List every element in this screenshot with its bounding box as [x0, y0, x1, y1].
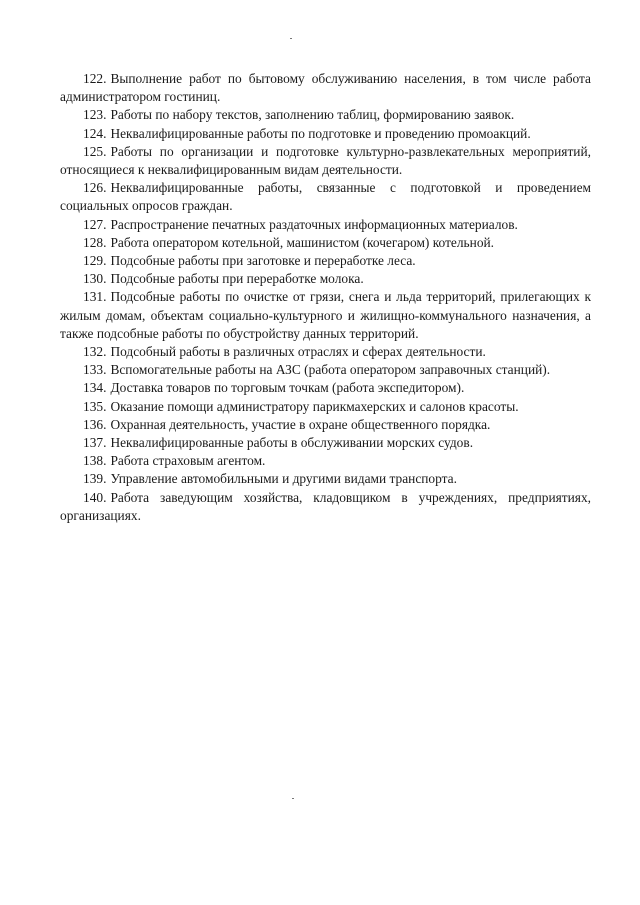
list-item	[60, 379, 591, 397]
item-text: Неквалифицированные работы, связанные с подготовкой и проведением социальных опросов граждан.	[60, 180, 591, 214]
list-item	[60, 106, 591, 124]
item-text: Подсобные работы при переработке молока.	[110, 271, 364, 287]
item-text: Подсобный работы в различных отраслях и сферах деятельности.	[110, 344, 486, 360]
item-number: 139.	[83, 471, 107, 487]
item-text: Неквалифицированные работы по подготовке и проведению промоакций.	[110, 125, 531, 141]
scan-mark-bottom	[292, 798, 294, 799]
item-text: Охранная деятельность, участие в охране общественного порядка.	[110, 416, 491, 432]
item-number: 133.	[83, 362, 107, 378]
item-number: 128.	[83, 234, 107, 250]
item-text: Неквалифицированные работы в обслуживании морских судов.	[110, 435, 474, 451]
list-item	[60, 343, 591, 361]
item-number: 135.	[83, 398, 107, 414]
list-item	[60, 398, 591, 416]
item-number: 125.	[83, 143, 107, 159]
scan-mark-top	[290, 38, 292, 39]
item-number: 129.	[83, 253, 107, 269]
item-number: 127.	[83, 216, 107, 232]
list-item	[60, 125, 591, 143]
item-number: 137.	[83, 435, 107, 451]
item-number: 138.	[83, 453, 107, 469]
list-item	[60, 216, 591, 234]
list-item	[60, 416, 591, 434]
item-text: Доставка товаров по торговым точкам (работа экспедитором).	[110, 380, 465, 396]
list-item	[60, 252, 591, 270]
list-item	[60, 270, 591, 288]
item-text: Работы по организации и подготовке культурно-развлекательных мероприятий, относящиеся к неквалифицированным видам деятельности.	[60, 143, 591, 178]
item-number: 140.	[83, 489, 107, 505]
item-text: Работа страховым агентом.	[110, 453, 266, 469]
item-text: Управление автомобильными и другими видами транспорта.	[110, 471, 457, 487]
list-item	[60, 70, 591, 106]
item-text: Распространение печатных раздаточных информационных материалов.	[110, 216, 518, 232]
item-number: 122.	[83, 71, 107, 86]
item-text: Подсобные работы по очистке от грязи, снега и льда территорий, прилегающих к жилым домам, объектам социально-культурного и жилищно-коммунального назначения, а также подсобные работы по обустройству данных территорий.	[60, 289, 591, 341]
item-text: Оказание помощи администратору парикмахерских и салонов красоты.	[110, 398, 519, 414]
list-item	[60, 179, 591, 215]
item-number: 136.	[83, 416, 107, 432]
list-item	[60, 452, 591, 470]
list-item	[60, 470, 591, 488]
list-item	[60, 288, 591, 343]
item-number: 134.	[83, 380, 107, 396]
item-number: 132.	[83, 344, 107, 360]
item-text: Выполнение работ по бытовому обслуживанию населения, в том числе работа администратором гостиниц.	[60, 71, 591, 105]
item-text: Работа оператором котельной, машинистом (кочегаром) котельной.	[110, 234, 495, 250]
item-text: Работа заведующим хозяйства, кладовщиком в учреждениях, предприятиях, организациях.	[60, 489, 591, 523]
list-item	[60, 234, 591, 252]
item-text: Вспомогательные работы на АЗС (работа оператором заправочных станций).	[110, 362, 551, 378]
document-body	[60, 70, 591, 525]
item-number: 123.	[83, 107, 107, 123]
item-text: Работы по набору текстов, заполнению таблиц, формированию заявок.	[110, 107, 515, 123]
item-number: 131.	[83, 289, 107, 305]
list-item	[60, 361, 591, 379]
item-text: Подсобные работы при заготовке и переработке леса.	[110, 253, 416, 269]
item-number: 130.	[83, 271, 107, 287]
list-item	[60, 489, 591, 525]
item-number: 124.	[83, 125, 107, 141]
item-number: 126.	[83, 180, 107, 196]
list-item	[60, 143, 591, 179]
list-item	[60, 434, 591, 452]
